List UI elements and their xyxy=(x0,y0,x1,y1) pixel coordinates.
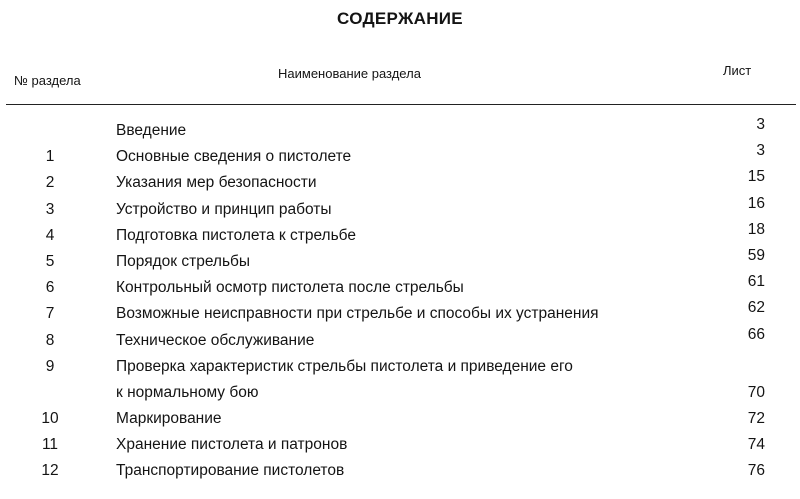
section-number: 3 xyxy=(45,200,55,218)
sheet-number: 66 xyxy=(747,325,765,343)
section-number: 7 xyxy=(45,305,55,323)
sheet-number: 72 xyxy=(747,410,765,428)
sheet-number: 15 xyxy=(747,168,765,186)
list-item xyxy=(0,246,800,275)
sheet-number: 3 xyxy=(756,116,765,133)
section-name: Хранение пистолета и патронов xyxy=(116,436,348,454)
section-number: 10 xyxy=(41,410,59,428)
sheet-number: 59 xyxy=(747,246,765,264)
list-item xyxy=(0,301,800,327)
list-item xyxy=(0,220,800,249)
sheet-number: 70 xyxy=(747,383,765,401)
sheet-number: 3 xyxy=(756,142,765,160)
section-number: 9 xyxy=(45,357,55,375)
section-name: Основные сведения о пистолете xyxy=(116,148,352,166)
section-name: Подготовка пистолета к стрельбе xyxy=(116,226,357,244)
page-title: СОДЕРЖАНИЕ xyxy=(337,9,463,28)
list-item xyxy=(0,144,800,170)
list-item xyxy=(0,458,800,484)
section-number: 1 xyxy=(45,148,55,166)
section-name: Транспортирование пистолетов xyxy=(116,462,345,480)
section-name: к нормальному бою xyxy=(116,383,259,401)
list-item xyxy=(0,432,800,458)
section-number: 2 xyxy=(45,174,55,192)
section-number: 6 xyxy=(45,279,55,297)
section-name: Контрольный осмотр пистолета после стрельбы xyxy=(116,279,464,297)
sheet-number: 18 xyxy=(747,220,765,238)
section-number: 8 xyxy=(45,331,55,349)
sheet-number: 74 xyxy=(747,436,765,454)
list-item xyxy=(0,406,800,432)
sheet-number: 62 xyxy=(747,299,765,317)
list-item xyxy=(0,275,800,301)
section-number: 12 xyxy=(41,462,59,480)
contents-list xyxy=(0,118,800,485)
section-name: Устройство и принцип работы xyxy=(116,200,332,218)
section-name: Техническое обслуживание xyxy=(116,331,315,349)
section-name: Маркирование xyxy=(116,410,222,428)
section-number: 4 xyxy=(45,226,55,244)
sheet-number: 16 xyxy=(747,194,765,212)
list-item xyxy=(0,118,800,144)
section-name: Возможные неисправности при стрельбе и способы их устранения xyxy=(116,305,599,323)
header-section-number: № раздела xyxy=(14,73,81,88)
list-item xyxy=(0,325,800,354)
section-number: 11 xyxy=(41,436,59,454)
section-name: Проверка характеристик стрельбы пистолета и приведение его xyxy=(116,357,573,375)
sheet-number: 76 xyxy=(747,462,765,480)
list-item xyxy=(0,170,800,196)
header-divider xyxy=(6,104,796,105)
list-item xyxy=(0,354,800,380)
section-number: 5 xyxy=(45,252,55,270)
sheet-number: 61 xyxy=(747,273,765,291)
list-item xyxy=(0,194,800,223)
table-header xyxy=(0,55,800,105)
header-section-name: Наименование раздела xyxy=(278,66,421,81)
section-name: Введение xyxy=(116,122,187,139)
section-name: Указания мер безопасности xyxy=(116,174,317,192)
section-name: Порядок стрельбы xyxy=(116,252,251,270)
list-item xyxy=(0,380,800,406)
header-sheet: Лист xyxy=(723,63,752,78)
